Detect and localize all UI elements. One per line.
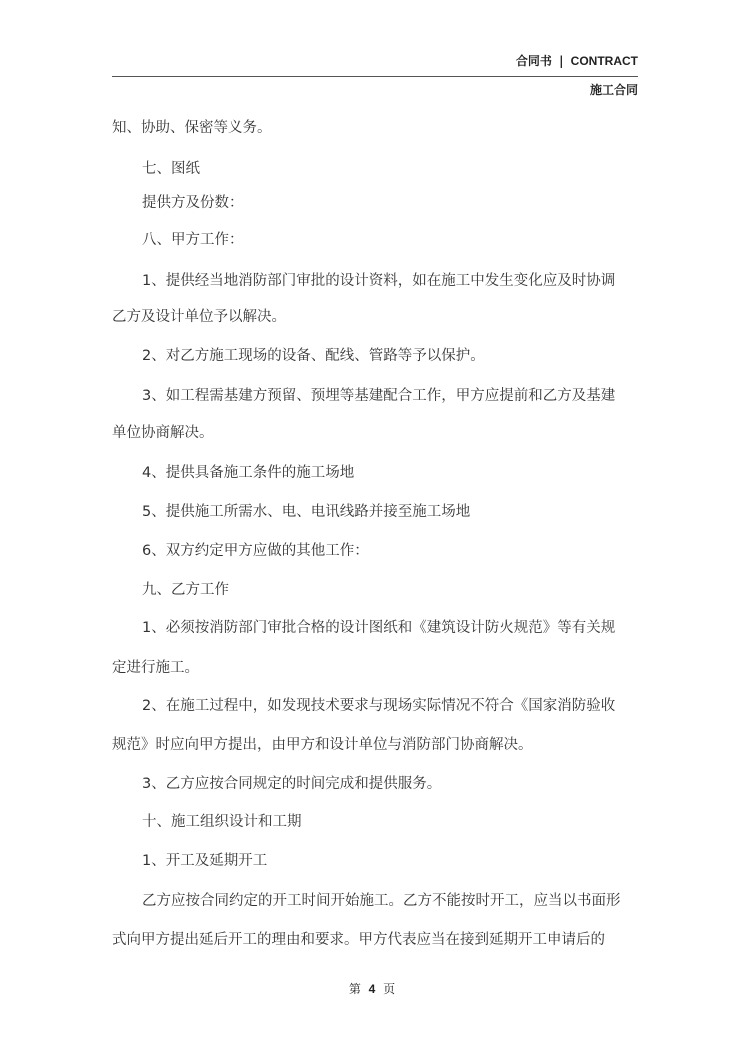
body-line: 知、协助、保密等义务。 [112, 120, 272, 136]
body-line: 3、乙方应按合同规定的时间完成和提供服务。 [142, 776, 442, 792]
body-line: 5、提供施工所需水、电、电讯线路并接至施工场地 [142, 504, 471, 520]
header-subtitle: CONTRACT [570, 54, 638, 68]
page-header [112, 52, 638, 99]
body-line: 4、提供具备施工条件的施工场地 [142, 465, 355, 481]
section-heading: 七、图纸 [142, 161, 200, 177]
body-line: 单位协商解决。 [112, 425, 214, 441]
body-line: 1、提供经当地消防部门审批的设计资料，如在施工中发生变化应及时协调 [142, 273, 616, 289]
body-line: 规范》时应向甲方提出，由甲方和设计单位与消防部门协商解决。 [112, 737, 533, 753]
header-divider [112, 76, 638, 77]
body-line: 1、开工及延期开工 [142, 853, 268, 869]
section-heading: 八、甲方工作： [142, 232, 244, 248]
page-number-suffix: 页 [383, 982, 396, 996]
body-line: 提供方及份数： [142, 195, 244, 211]
page-number-prefix: 第 [348, 982, 361, 996]
header-title: 合同书 [515, 54, 552, 68]
body-line: 乙方及设计单位予以解决。 [112, 309, 286, 325]
body-line: 3、如工程需基建方预留、预埋等基建配合工作，甲方应提前和乙方及基建 [142, 388, 616, 404]
body-line: 式向甲方提出延后开工的理由和要求。甲方代表应当在接到延期开工申请后的 [112, 932, 605, 948]
body-line: 6、双方约定甲方应做的其他工作： [142, 543, 369, 559]
body-line: 乙方应按合同约定的开工时间开始施工。乙方不能按时开工，应当以书面形 [142, 893, 621, 909]
body-line: 2、在施工过程中，如发现技术要求与现场实际情况不符合《国家消防验收 [142, 698, 616, 714]
page-number [0, 980, 744, 997]
body-line: 2、对乙方施工现场的设备、配线、管路等予以保护。 [142, 348, 485, 364]
header-separator: | [559, 54, 564, 68]
header-category: 施工合同 [589, 83, 638, 97]
section-heading: 十、施工组织设计和工期 [142, 814, 302, 830]
header-title-row [112, 52, 638, 70]
body-line: 定进行施工。 [112, 660, 199, 676]
page-number-value: 4 [368, 982, 376, 996]
section-heading: 九、乙方工作 [142, 582, 229, 598]
body-line: 1、必须按消防部门审批合格的设计图纸和《建筑设计防火规范》等有关规 [142, 620, 616, 636]
